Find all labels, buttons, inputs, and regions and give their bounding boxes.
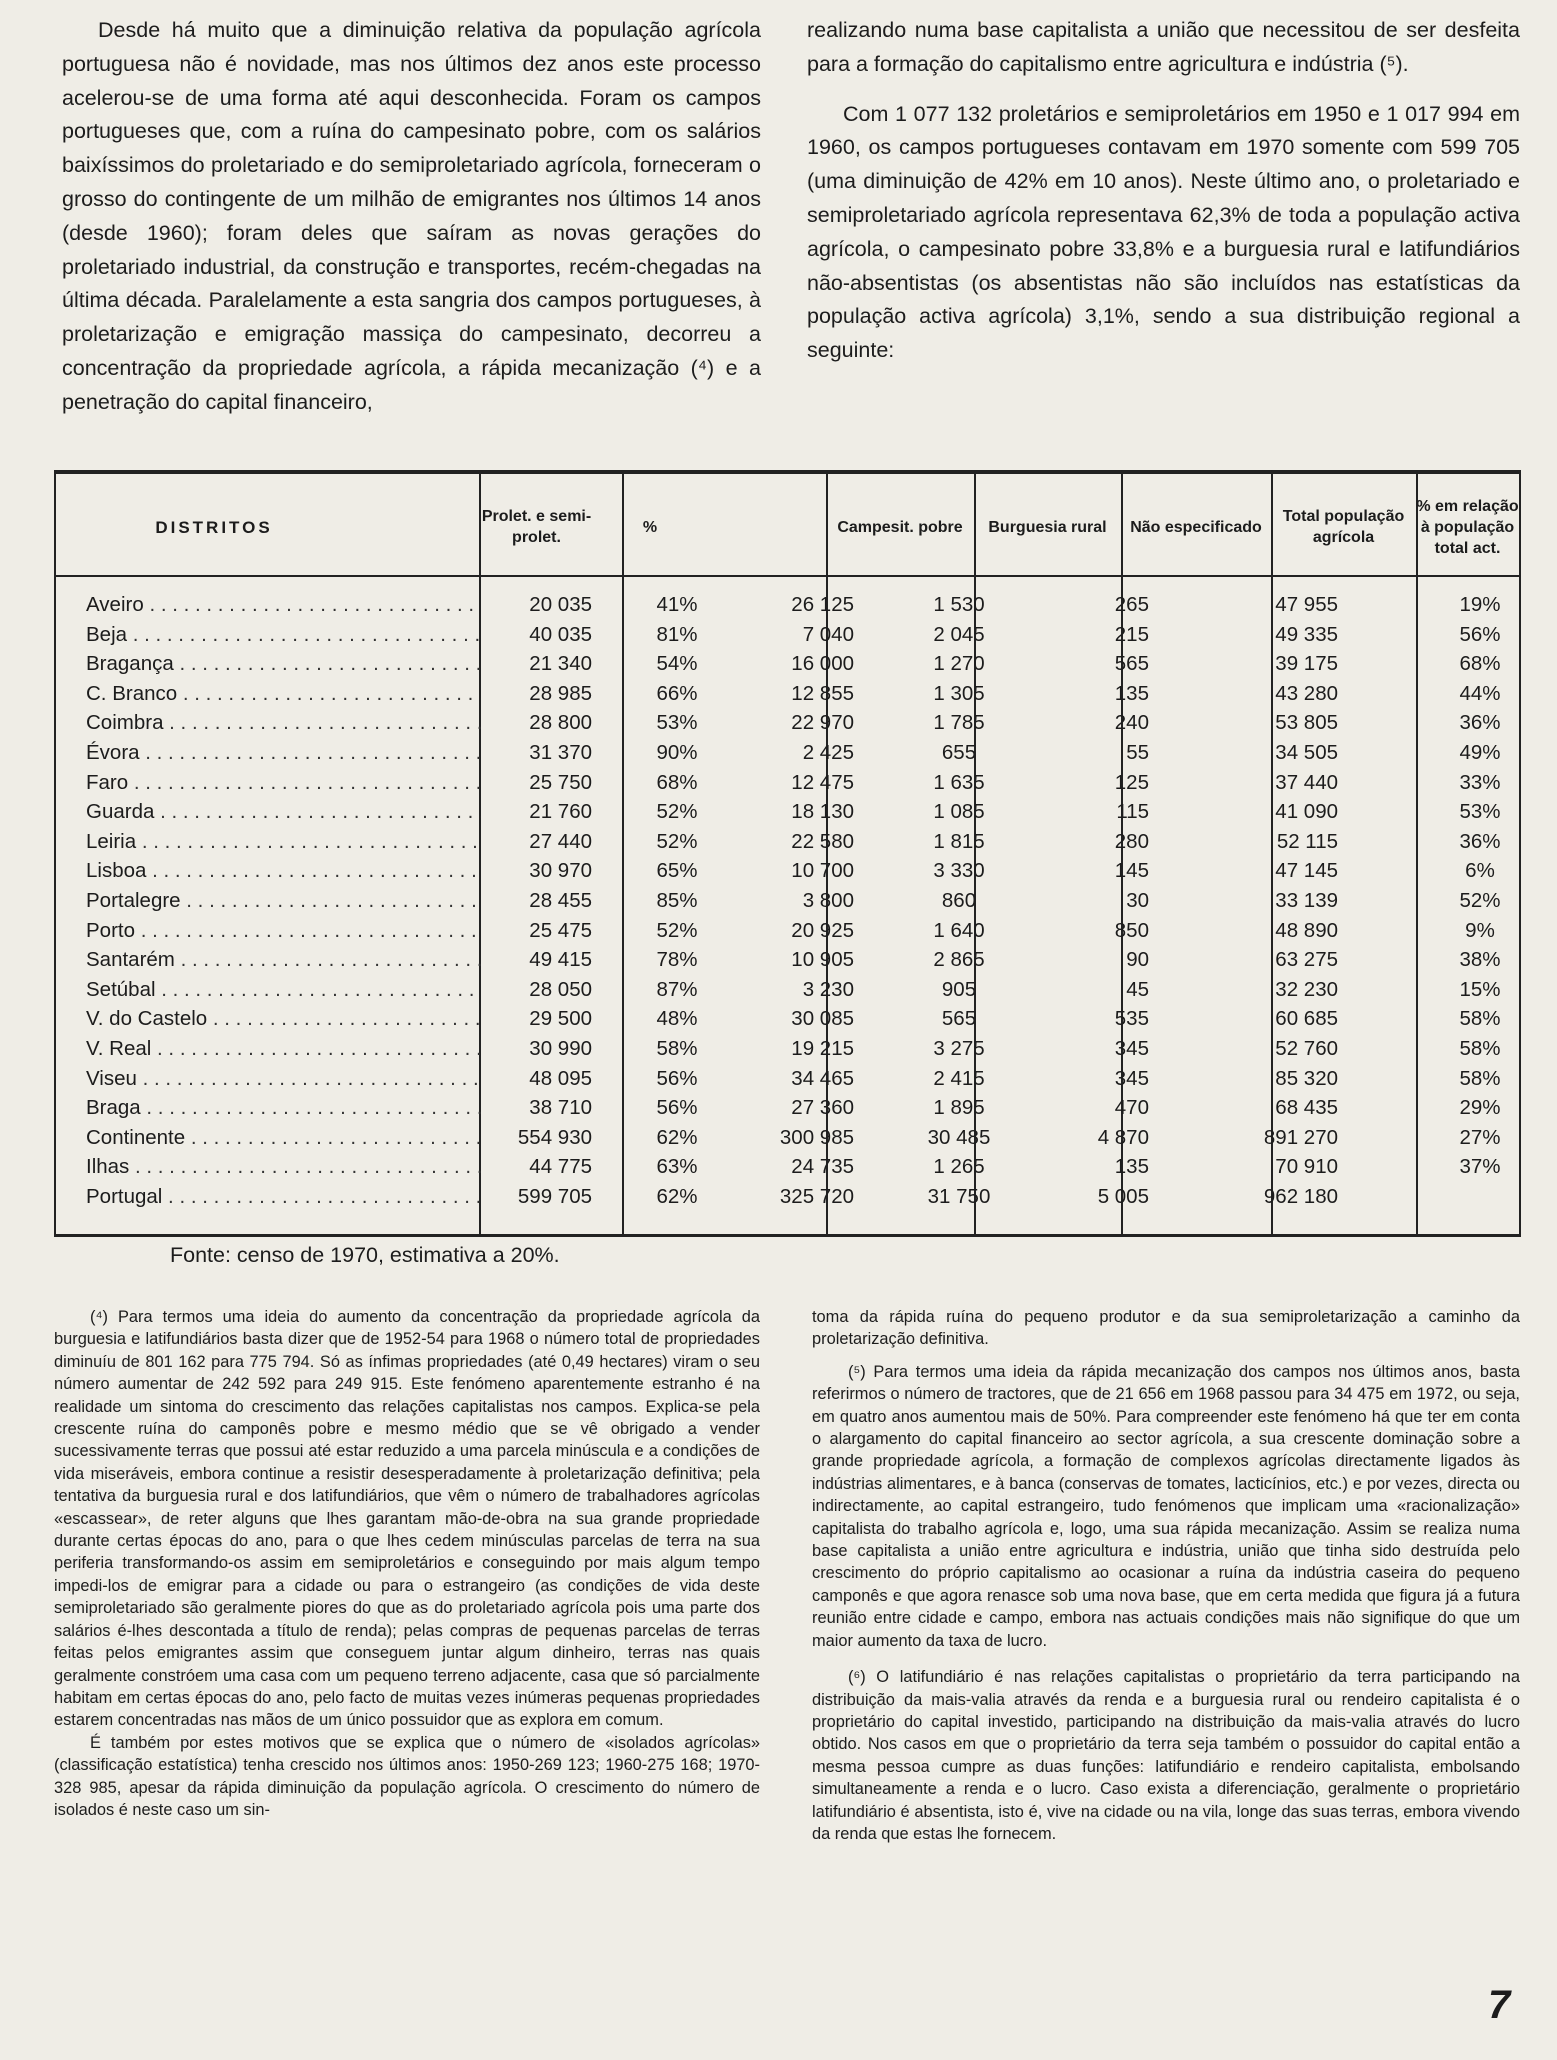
cell-total: 49 335: [1275, 622, 1338, 646]
table-row: [54, 1093, 1521, 1123]
cell-pct-populacao: 44%: [1459, 681, 1501, 705]
cell-campesinato: 22 580: [791, 829, 854, 853]
cell-campesinato: 300 985: [779, 1125, 854, 1149]
cell-campesinato: 3 230: [802, 977, 854, 1001]
table-body: [54, 590, 1521, 1211]
cell-burguesia: 2 045: [933, 622, 985, 646]
table-row: [54, 916, 1521, 946]
table-row: [54, 975, 1521, 1005]
cell-total: 60 685: [1275, 1007, 1338, 1031]
table-row: [54, 856, 1521, 886]
cell-pct-prolet: 65%: [656, 859, 698, 883]
cell-nao-especificado: 215: [1114, 622, 1149, 646]
cell-burguesia: 860: [941, 888, 977, 912]
cell-distrito: Portugal . . .: [86, 1182, 481, 1212]
cell-prolet: 25 475: [529, 918, 592, 942]
cell-burguesia: 1 305: [933, 681, 985, 705]
cell-nao-especificado: 850: [1114, 918, 1149, 942]
cell-nao-especificado: 115: [1116, 800, 1149, 824]
cell-burguesia: 1 785: [933, 711, 985, 735]
cell-campesinato: 16 000: [791, 652, 854, 676]
cell-nao-especificado: 345: [1114, 1036, 1149, 1060]
cell-pct-prolet: 62%: [656, 1184, 698, 1208]
cell-distrito: Faro . . .: [86, 768, 481, 798]
cell-total: 68 435: [1275, 1096, 1338, 1120]
cell-prolet: 25 750: [529, 770, 592, 794]
cell-burguesia: 1 270: [933, 652, 985, 676]
cell-campesinato: 2 425: [802, 740, 854, 764]
cell-prolet: 49 415: [529, 948, 592, 972]
cell-pct-prolet: 81%: [656, 622, 698, 646]
intro-column-left: [62, 14, 761, 420]
table-row: [54, 1064, 1521, 1094]
cell-pct-populacao: 29%: [1459, 1096, 1501, 1120]
cell-pct-prolet: 78%: [656, 948, 698, 972]
header-nao-especificado: Não especificado: [1130, 518, 1262, 536]
cell-prolet: 29 500: [529, 1007, 592, 1031]
cell-burguesia: 655: [941, 740, 977, 764]
cell-distrito: Ilhas . . .: [86, 1152, 481, 1182]
cell-total: 53 805: [1275, 711, 1338, 735]
cell-campesinato: 20 925: [791, 918, 854, 942]
cell-nao-especificado: 4 870: [1097, 1125, 1149, 1149]
footnote-5: (⁵) Para termos uma ideia da rápida mecanização dos campos nos últimos anos, basta referirmos o número de tractores, que de 21 656 em 1968 passou para 34 475 em 1972, ou seja, em quatro anos aumentou mais de 50%. Para compreender este fenómeno há que ter em conta o alargamento do capital financeiro ao sector agrícola, a sua crescente dominação sobre a grande propriedade agrícola, a formação de complexos agrícolas directamente ligados às indústrias alimentares, e à banca (conservas de tomates, lacticínios, etc.) e por vezes, directa ou indirectamente, ao capital estrangeiro, tudo fenómenos que implicam uma «racionalização» capitalista do trabalho agrícola e, logo, uma sua rápida mecanização. Assim se realiza numa base capitalista a união entre agricultura e indústria, união que tinha sido destruída pelo crescimento do próprio capitalismo ao ocasionar a ruína da indústria caseira do pequeno camponês e que agora renasce sob uma nova base, que em certa medida que figura já a futura reunião entre cidade e campo, embora nas actuais condições mais não signifique do que um maior aumento da taxa de lucro.: [812, 1362, 1520, 1650]
cell-burguesia: 2 415: [933, 1066, 985, 1090]
cell-pct-populacao: 49%: [1459, 740, 1501, 764]
cell-pct-prolet: 41%: [656, 593, 698, 616]
cell-prolet: 21 760: [529, 800, 592, 824]
table-source: Fonte: censo de 1970, estimativa a 20%.: [170, 1243, 560, 1267]
cell-prolet: 28 800: [529, 711, 592, 735]
cell-prolet: 599 705: [517, 1184, 592, 1208]
intro-column-right: [807, 14, 1520, 368]
table-row: [54, 738, 1521, 768]
cell-campesinato: 325 720: [779, 1184, 854, 1208]
cell-campesinato: 10 905: [791, 948, 854, 972]
table-row: [54, 886, 1521, 916]
cell-pct-populacao: 37%: [1459, 1155, 1501, 1179]
cell-nao-especificado: 125: [1114, 770, 1149, 794]
cell-campesinato: 34 465: [791, 1066, 854, 1090]
cell-distrito: Aveiro . . .: [86, 590, 481, 620]
cell-pct-populacao: 27%: [1459, 1125, 1501, 1149]
table-row: [54, 1123, 1521, 1153]
cell-campesinato: 3 800: [802, 888, 854, 912]
cell-total: 63 275: [1275, 948, 1338, 972]
table-row: [54, 1152, 1521, 1182]
cell-burguesia: 1 085: [933, 800, 985, 824]
table-row: [54, 590, 1521, 620]
cell-prolet: 30 970: [529, 859, 592, 883]
cell-campesinato: 12 855: [791, 681, 854, 705]
cell-campesinato: 12 475: [791, 770, 854, 794]
cell-total: 43 280: [1275, 681, 1338, 705]
cell-campesinato: 18 130: [791, 800, 854, 824]
cell-nao-especificado: 45: [1126, 977, 1149, 1001]
cell-prolet: 20 035: [529, 593, 592, 616]
cell-distrito: Viseu . . .: [86, 1064, 481, 1094]
cell-pct-prolet: 62%: [656, 1125, 698, 1149]
header-pct2: % em relação à população total act.: [1416, 497, 1519, 557]
cell-burguesia: 1 815: [933, 829, 985, 853]
cell-prolet: 48 095: [529, 1066, 592, 1090]
cell-burguesia: 905: [941, 977, 977, 1001]
cell-campesinato: 24 735: [791, 1155, 854, 1179]
cell-prolet: 28 985: [529, 681, 592, 705]
cell-prolet: 44 775: [529, 1155, 592, 1179]
cell-total: 891 270: [1263, 1125, 1338, 1149]
cell-distrito: Porto . . .: [86, 916, 481, 946]
cell-nao-especificado: 240: [1114, 711, 1149, 735]
header-total: Total população agrícola: [1282, 508, 1405, 546]
cell-distrito: Beja . . .: [86, 620, 481, 650]
cell-burguesia: 1 265: [933, 1155, 985, 1179]
footnote-6: (⁶) O latifundiário é nas relações capitalistas o proprietário da terra participando na distribuição da mais-valia através da renda e a burguesia rural ou rendeiro capitalista é o proprietário do capital investido, participando na distribuição da mais-valia através do lucro obtido. Nos casos em que o proprietário da terra seja também o possuidor do capital então a mesma pessoa cumpre as duas funções: latifundiário e rendeiro capitalista, embolsando simultaneamente a renda e o lucro. Caso exista a diferenciação, geralmente o proprietário latifundiário é absentista, isto é, vive na cidade ou na vila, longe das suas terras, embora vivendo da renda que estas lhe fornecem.: [812, 1668, 1520, 1843]
cell-burguesia: 1 635: [933, 770, 985, 794]
cell-pct-populacao: 56%: [1459, 622, 1501, 646]
cell-pct-populacao: 38%: [1459, 948, 1501, 972]
intro-paragraph-cont: realizando numa base capitalista a união que necessitou de ser desfeita para a formação do capitalismo entre agricultura e indústria (⁵).: [807, 18, 1520, 76]
cell-total: 41 090: [1275, 800, 1338, 824]
table-row: [54, 945, 1521, 975]
cell-nao-especificado: 535: [1114, 1007, 1149, 1031]
cell-campesinato: 26 125: [791, 593, 854, 616]
cell-pct-populacao: 6%: [1465, 859, 1495, 883]
cell-campesinato: 19 215: [791, 1036, 854, 1060]
cell-burguesia: 565: [941, 1007, 977, 1031]
cell-pct-prolet: 53%: [656, 711, 698, 735]
cell-total: 52 760: [1275, 1036, 1338, 1060]
cell-distrito: Bragança . . .: [86, 649, 481, 679]
table-row: [54, 827, 1521, 857]
cell-pct-populacao: 58%: [1459, 1036, 1501, 1060]
cell-pct-populacao: 52%: [1459, 888, 1501, 912]
cell-pct-populacao: 58%: [1459, 1066, 1501, 1090]
cell-prolet: 30 990: [529, 1036, 592, 1060]
cell-distrito: Coimbra . . .: [86, 708, 481, 738]
cell-prolet: 27 440: [529, 829, 592, 853]
cell-distrito: Santarém . . .: [86, 945, 481, 975]
cell-nao-especificado: 5 005: [1097, 1184, 1149, 1208]
cell-total: 70 910: [1275, 1155, 1338, 1179]
cell-total: 33 139: [1275, 888, 1338, 912]
cell-pct-prolet: 68%: [656, 770, 698, 794]
cell-pct-populacao: 15%: [1459, 977, 1501, 1001]
cell-nao-especificado: 90: [1126, 948, 1149, 972]
cell-total: 47 955: [1275, 593, 1338, 616]
table-row: [54, 1004, 1521, 1034]
cell-nao-especificado: 145: [1114, 859, 1149, 883]
table-row: [54, 649, 1521, 679]
cell-pct-populacao: 53%: [1459, 800, 1501, 824]
cell-campesinato: 27 360: [791, 1096, 854, 1120]
header-campesinato: Campesit. pobre: [837, 518, 963, 536]
cell-total: 85 320: [1275, 1066, 1338, 1090]
footnote-4-cont: É também por estes motivos que se explica que o número de «isolados agrícolas» (classificação estatística) tenha crescido nos últimos anos: 1950-269 123; 1960-275 168; 1970-328 985, apesar da rápida diminuição da população agrícola. O crescimento do número de isolados é neste caso um sin-: [54, 1733, 760, 1819]
cell-prolet: 554 930: [517, 1125, 592, 1149]
cell-nao-especificado: 55: [1126, 740, 1149, 764]
cell-nao-especificado: 30: [1126, 888, 1149, 912]
cell-pct-prolet: 56%: [656, 1096, 698, 1120]
table-row: [54, 679, 1521, 709]
table-row: [54, 797, 1521, 827]
cell-nao-especificado: 280: [1114, 829, 1149, 853]
cell-prolet: 28 455: [529, 888, 592, 912]
cell-burguesia: 2 865: [933, 948, 985, 972]
cell-pct-prolet: 52%: [656, 918, 698, 942]
distribution-table: [54, 470, 1521, 1237]
footnotes-left: [54, 1306, 760, 1821]
intro-paragraph: Desde há muito que a diminuição relativa da população agrícola portuguesa não é novidade, mas nos últimos dez anos este processo acelerou-se de uma forma até aqui desconhecida. Foram os campos portugueses que, com a ruína do campesinato pobre, com os salários baixíssimos do proletariado e do semiproletariado agrícola, forneceram o grosso do contingente de um milhão de emigrantes nos últimos 14 anos (desde 1960); foram deles que saíram as novas gerações do proletariado industrial, da construção e transportes, recém-chegadas na última década. Paralelamente a esta sangria dos campos portugueses, à proletarização e emigração massiça do campesinato, decorreu a concentração da propriedade agrícola, a rápida mecanização (⁴) e a penetração do capital financeiro,: [62, 18, 761, 414]
cell-prolet: 31 370: [529, 740, 592, 764]
cell-pct-prolet: 56%: [656, 1066, 698, 1090]
cell-pct-prolet: 48%: [656, 1007, 698, 1031]
cell-distrito: Setúbal . . .: [86, 975, 481, 1005]
cell-nao-especificado: 345: [1114, 1066, 1149, 1090]
distribution-paragraph: Com 1 077 132 proletários e semiproletários em 1950 e 1 017 994 em 1960, os campos portugueses contavam em 1970 somente com 599 705 (uma diminuição de 42% em 10 anos). Neste último ano, o proletariado e semiproletariado agrícola representava 62,3% de toda a população activa agrícola, o campesinato pobre 33,8% e a burguesia rural e latifundiários não-absentistas (os absentistas não são incluídos nas estatísticas da população activa agrícola) 3,1%, sendo a sua distribuição regional a seguinte:: [807, 101, 1520, 363]
cell-burguesia: 1 640: [933, 918, 985, 942]
table-row: [54, 620, 1521, 650]
cell-pct-populacao: 19%: [1459, 593, 1501, 616]
cell-burguesia: 3 330: [933, 859, 985, 883]
cell-distrito: Guarda . . .: [86, 797, 481, 827]
cell-total: 32 230: [1275, 977, 1338, 1001]
cell-total: 34 505: [1275, 740, 1338, 764]
cell-pct-prolet: 90%: [656, 740, 698, 764]
cell-distrito: Portalegre . . .: [86, 886, 481, 916]
table-row: [54, 768, 1521, 798]
footnote-4-end: toma da rápida ruína do pequeno produtor e da sua semiproletarização a caminho da proletarização definitiva.: [812, 1308, 1520, 1349]
cell-pct-populacao: 68%: [1459, 652, 1501, 676]
cell-distrito: Leiria . . .: [86, 827, 481, 857]
cell-nao-especificado: 470: [1114, 1096, 1149, 1120]
cell-burguesia: 3 275: [933, 1036, 985, 1060]
cell-nao-especificado: 565: [1114, 652, 1149, 676]
cell-prolet: 21 340: [529, 652, 592, 676]
cell-prolet: 40 035: [529, 622, 592, 646]
cell-nao-especificado: 135: [1114, 1155, 1149, 1179]
cell-campesinato: 7 040: [802, 622, 854, 646]
cell-distrito: V. do Castelo . . .: [86, 1004, 481, 1034]
table-row: [54, 1034, 1521, 1064]
cell-distrito: C. Branco . . .: [86, 679, 481, 709]
header-distritos: DISTRITOS: [155, 517, 273, 537]
cell-prolet: 38 710: [529, 1096, 592, 1120]
cell-pct-prolet: 54%: [656, 652, 698, 676]
cell-pct-prolet: 85%: [656, 888, 698, 912]
page-number: 7: [1488, 1983, 1511, 2027]
cell-pct-prolet: 58%: [656, 1036, 698, 1060]
cell-pct-prolet: 52%: [656, 800, 698, 824]
cell-nao-especificado: 265: [1114, 593, 1149, 616]
cell-distrito: Lisboa . . .: [86, 856, 481, 886]
cell-total: 52 115: [1276, 829, 1338, 853]
cell-burguesia: 1 895: [933, 1096, 985, 1120]
cell-prolet: 28 050: [529, 977, 592, 1001]
cell-campesinato: 30 085: [791, 1007, 854, 1031]
cell-burguesia: 30 485: [927, 1125, 991, 1149]
cell-pct-prolet: 66%: [656, 681, 698, 705]
cell-pct-populacao: 36%: [1459, 829, 1501, 853]
cell-pct-prolet: 63%: [656, 1155, 698, 1179]
cell-pct-populacao: 9%: [1465, 918, 1495, 942]
footnote-4: (⁴) Para termos uma ideia do aumento da concentração da propriedade agrícola da burguesia e latifundiários basta dizer que de 1952-54 para 1968 o número total de propriedades diminuíu de 801 162 para 775 794. Só as ínfimas propriedades (até 0,49 hectares) viram o seu número aumentar de 242 592 para 249 915. Este fenómeno aparentemente estranho é na realidade um sintoma do crescimento das relações capitalistas nos campos. Explica-se pela crescente ruína do camponês pobre e mesmo médio que se vê obrigado a vender sucessivamente terras que possui até estar reduzido a uma parcela minúscula e a condições de vida miseráveis, embora continue a resistir desesperadamente à proletarização definitiva; pela tentativa da burguesia rural e dos latifundiários, que vêm o número de trabalhadores agrícolas «escassear», de reter alguns que lhes garantam mão-de-obra na sua grande propriedade durante certas épocas do ano, para o que lhes cedem minúsculas parcelas de terra na sua periferia transformando-os assim em semiproletários e conseguindo por mais algum tempo impedi-los de emigrar para a cidade ou para o estrangeiro (as condições de vida deste semiproletariado são geralmente piores do que as do proletariado agrícola pois uma parte dos salários é-lhes descontada a título de renda); pelas compras de pequenas parcelas de terras feitas pelos emigrantes assim que conseguem juntar algum dinheiro, terras nas quais geralmente constróem uma casa com um pequeno terreno adjacente, casa que só parcialmente habitam em certas épocas do ano, pelo facto de muitas vezes inúmeras pequenas propriedades estarem concentradas nas mãos de um único possuidor que as explora em comum.: [54, 1308, 760, 1730]
cell-total: 48 890: [1275, 918, 1338, 942]
cell-nao-especificado: 135: [1114, 681, 1149, 705]
cell-pct-populacao: 36%: [1459, 711, 1501, 735]
cell-total: 962 180: [1263, 1184, 1338, 1208]
header-pct1: %: [642, 518, 658, 536]
table-row: [54, 1182, 1521, 1212]
cell-distrito: Braga . . .: [86, 1093, 481, 1123]
cell-burguesia: 31 750: [927, 1184, 991, 1208]
cell-distrito: Continente . . .: [86, 1123, 481, 1153]
cell-total: 37 440: [1275, 770, 1338, 794]
footnotes-right: [812, 1306, 1520, 1845]
cell-distrito: V. Real . . .: [86, 1034, 481, 1064]
cell-distrito: Évora . . .: [86, 738, 481, 768]
table-row: [54, 708, 1521, 738]
cell-total: 47 145: [1275, 859, 1338, 883]
cell-campesinato: 10 700: [791, 859, 854, 883]
header-rule: [54, 575, 1521, 577]
cell-campesinato: 22 970: [791, 711, 854, 735]
cell-total: 39 175: [1275, 652, 1338, 676]
cell-pct-populacao: 33%: [1459, 770, 1501, 794]
cell-pct-populacao: 58%: [1459, 1007, 1501, 1031]
cell-burguesia: 1 530: [933, 593, 985, 616]
cell-pct-prolet: 52%: [656, 829, 698, 853]
header-prolet: Prolet. e semi-prolet.: [481, 508, 592, 546]
cell-pct-prolet: 87%: [656, 977, 698, 1001]
header-burguesia: Burguesia rural: [988, 518, 1107, 536]
